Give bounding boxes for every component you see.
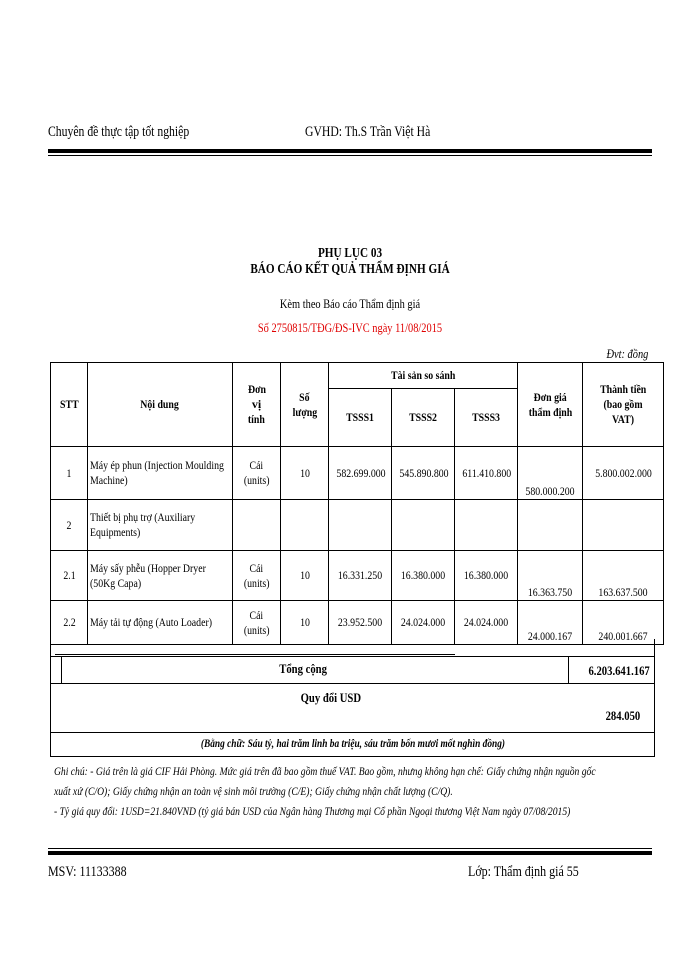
table-row: 2.2 Máy tải tự động (Auto Loader) Cái(units) 10 23.952.500 24.024.000 24.024.000 24.000.167 240.001.667 [51, 601, 664, 645]
table-header-row [51, 363, 664, 389]
footer-rule-thick [48, 851, 652, 855]
student-id: MSV: 11133388 [48, 864, 127, 880]
header-qty: Số lượng [281, 363, 329, 447]
table-row: 1 Máy ép phun (Injection Moulding Machine) Cái(units) 10 582.699.000 545.890.800 611.410.800 580.000.200 5.800.002.000 [51, 447, 664, 500]
note-line-3: - Tỷ giá quy đổi: 1USD=21.840VND (tỷ giá bán USD của Ngân hàng Thương mại Cổ phần Ngoại thương Việt Nam ngày 07/08/2015) [54, 804, 571, 818]
header-left: Chuyên đề thực tập tốt nghiệp [48, 124, 190, 140]
usd-label: Quy đổi USD [300, 690, 362, 705]
summary-box [50, 639, 655, 757]
note-line-1: Ghi chú: - Giá trên là giá CIF Hải Phòng. Mức giá trên đã bao gồm thuế VAT. Bao gồm, nhưng không hạn chế: Giấy chứng nhận nguồn gốc [54, 764, 596, 778]
total-label: Tổng cộng [279, 661, 328, 676]
footer-rule-thin [48, 848, 652, 849]
amount-in-words: (Bằng chữ: Sáu tỷ, hai trăm linh ba triệu, sáu trăm bốn mươi mốt nghìn đồng) [200, 736, 505, 750]
report-number: Số 2750815/TĐG/ĐS-IVC ngày 11/08/2015 [257, 320, 443, 335]
report-title: BÁO CÁO KẾT QUẢ THẨM ĐỊNH GIÁ [250, 262, 450, 277]
header-tsss1: TSSS1 [329, 389, 392, 447]
header-total: Thành tiền (bao gồm VAT) [583, 363, 664, 447]
class-name: Lớp: Thẩm định giá 55 [468, 864, 579, 880]
gap-rule [55, 654, 455, 655]
header-price: Đơn giá thẩm định [518, 363, 583, 447]
currency-unit: Đvt: đồng [606, 346, 648, 361]
table-row: 2 Thiết bị phụ trợ (Auxiliary Equipments) [51, 500, 664, 551]
valuation-table [50, 362, 664, 645]
header-rule-thin [48, 155, 652, 156]
report-subtitle: Kèm theo Báo cáo Thẩm định giá [279, 296, 421, 311]
header-stt: STT [51, 363, 88, 447]
header-content: Nội dung [88, 363, 233, 447]
header-tsss2: TSSS2 [392, 389, 455, 447]
header-tsss3: TSSS3 [455, 389, 518, 447]
total-row [51, 656, 654, 684]
total-value: 6.203.641.167 [588, 663, 650, 678]
table-row: 2.1 Máy sấy phễu (Hopper Dryer (50Kg Capa) Cái(units) 10 16.331.250 16.380.000 16.380.000 16.363.750 163.637.500 [51, 551, 664, 601]
appendix-title: PHỤ LỤC 03 [317, 246, 383, 261]
note-line-2: xuất xứ (C/O); Giấy chứng nhận an toàn vệ sinh môi trường (C/E); Giấy chứng nhận chất lượng (C/Q). [54, 784, 453, 798]
in-words-row [51, 732, 654, 756]
header-comparison: Tài sản so sánh [329, 363, 518, 389]
header-right: GVHD: Th.S Trần Việt Hà [305, 124, 431, 140]
usd-value: 284.050 [605, 708, 640, 723]
header-unit: Đơn vị tính [233, 363, 281, 447]
usd-row [51, 682, 654, 732]
header-rule-thick [48, 149, 652, 153]
